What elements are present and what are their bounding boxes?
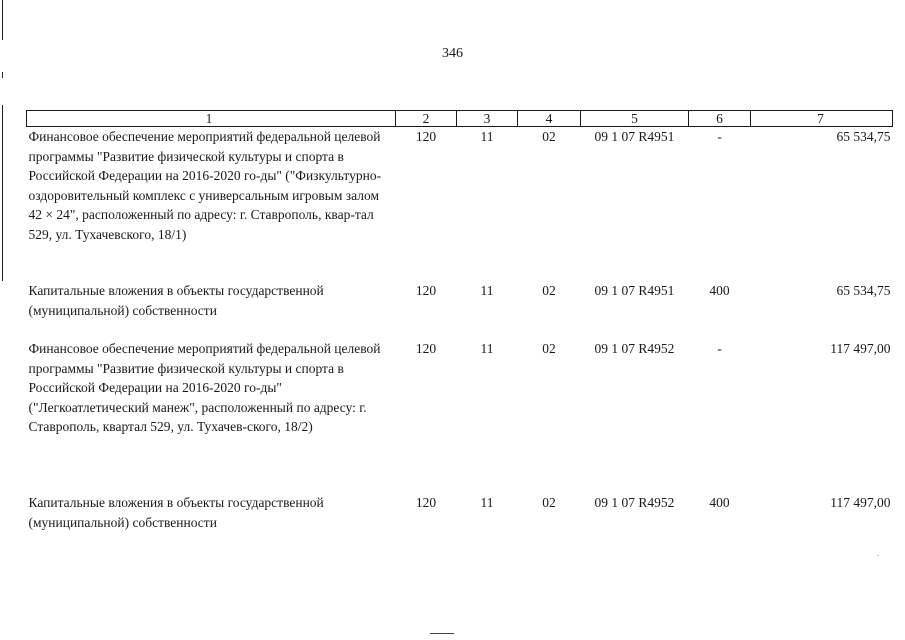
row-cell: 120 [415, 495, 437, 510]
row-cell: 02 [542, 283, 556, 298]
row-cell: 02 [542, 495, 556, 510]
page-number: 346 [442, 46, 463, 61]
row-cell: - [717, 341, 722, 356]
row-name-cell: Финансовое обеспечение мероприятий федеральной целевой программы "Развитие физической культуры и спорта в Российской Федерации на 2016-2020 го-ды" ("Физкультурно-оздоровительный комплекс с универсальным игровым залом 42 × 24", расположенный по адресу: г. Ставрополь, квар-тал 529, ул. Тухачевского, 18/1) [28, 129, 382, 242]
budget-table [26, 110, 893, 533]
row-cell: 11 [480, 129, 494, 144]
row-cell: 02 [542, 341, 556, 356]
header-col-3: 3 [457, 111, 518, 127]
row-cell: 120 [415, 341, 437, 356]
row-cell: 09 1 07 R4952 [594, 495, 675, 510]
row-amount-cell: 117 497,00 [830, 341, 891, 356]
table-row [27, 493, 893, 533]
table-row [27, 339, 893, 493]
row-cell: 09 1 07 R4951 [594, 129, 675, 144]
footer-mark [430, 633, 454, 634]
header-col-1: 1 [27, 111, 396, 127]
row-cell: - [717, 129, 722, 144]
header-col-4: 4 [518, 111, 581, 127]
row-cell: 11 [480, 495, 494, 510]
row-name-cell: Капитальные вложения в объекты государственной (муниципальной) собственности [28, 283, 324, 318]
row-amount-cell: 117 497,00 [830, 495, 891, 510]
margin-line-lower [2, 105, 3, 281]
row-amount-cell: 65 534,75 [836, 283, 891, 298]
row-cell: 02 [542, 129, 556, 144]
row-cell: 120 [415, 129, 437, 144]
scan-speck [877, 555, 879, 556]
header-col-2: 2 [396, 111, 457, 127]
row-cell: 120 [415, 283, 437, 298]
row-cell: 400 [709, 495, 730, 510]
row-amount-cell: 65 534,75 [836, 129, 891, 144]
header-row [27, 111, 893, 127]
margin-tick [2, 72, 3, 78]
row-name-cell: Капитальные вложения в объекты государственной (муниципальной) собственности [28, 495, 324, 530]
header-col-7: 7 [751, 111, 893, 127]
row-cell: 11 [480, 283, 494, 298]
table-row [27, 127, 893, 282]
row-cell: 09 1 07 R4951 [594, 283, 675, 298]
row-name-cell: Финансовое обеспечение мероприятий федеральной целевой программы "Развитие физической культуры и спорта в Российской Федерации на 2016-2020 го-ды" ("Легкоатлетический манеж", расположенный по адресу: г. Ставрополь, квартал 529, ул. Тухачев-ского, 18/2) [28, 341, 381, 434]
table-row [27, 281, 893, 339]
margin-line-top [2, 0, 3, 40]
header-col-5: 5 [581, 111, 689, 127]
header-col-6: 6 [689, 111, 751, 127]
row-cell: 09 1 07 R4952 [594, 341, 675, 356]
row-cell: 11 [480, 341, 494, 356]
row-cell: 400 [709, 283, 730, 298]
